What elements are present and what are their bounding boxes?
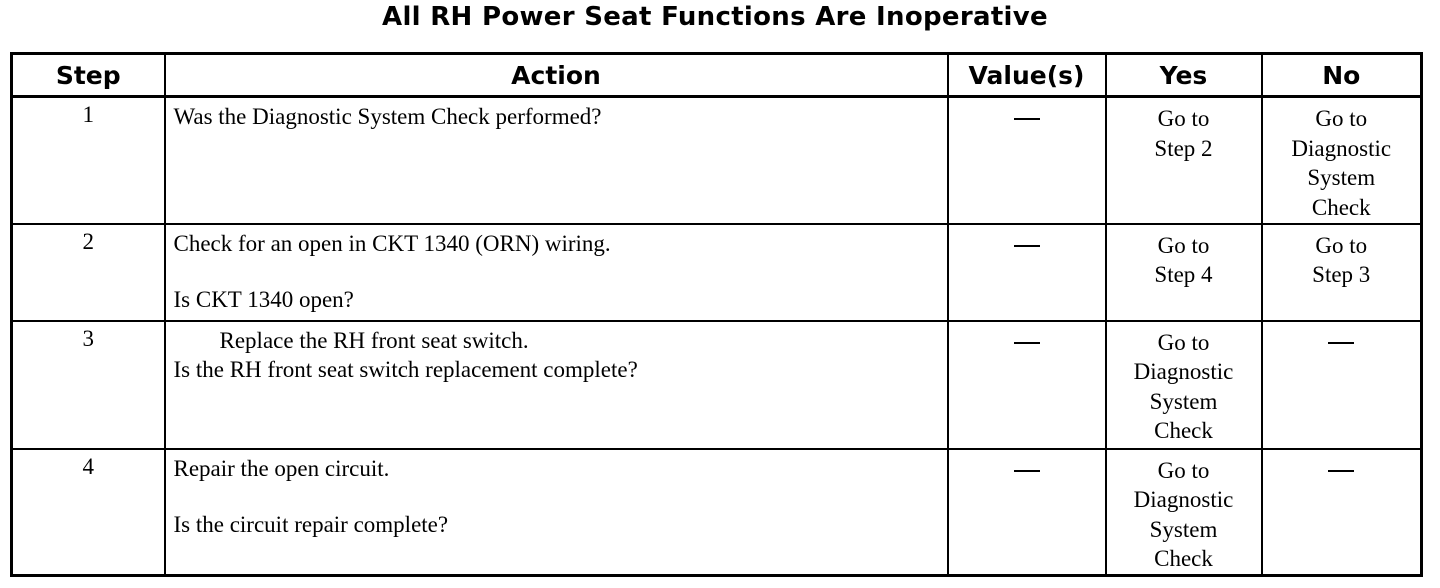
dash-mark [1014,245,1040,247]
table-row [12,224,1422,321]
diagnostic-table [10,52,1423,577]
yes-text: Check [1154,418,1213,443]
header-row [12,54,1422,97]
no-text: Diagnostic [1291,135,1392,161]
yes-cell [1106,449,1262,576]
yes-cell [1106,224,1262,321]
yes-text: Step 2 [1154,135,1213,161]
yes-text: Go to [1157,232,1210,258]
table-row [12,97,1422,224]
no-text: Go to [1315,232,1368,258]
no-cell [1262,449,1422,576]
action-text: Was the Diagnostic System Check performed? [173,104,602,129]
yes-text: System [1149,388,1218,414]
no-cell [1262,321,1422,449]
dash-mark [1014,470,1040,472]
no-cell [1262,97,1422,224]
table-row [12,321,1422,449]
action-text: Check for an open in CKT 1340 (ORN) wiring. [173,230,611,256]
dash-mark [1328,470,1354,472]
action-cell [165,321,948,449]
action-cell [165,449,948,576]
header-values: Value(s) [948,54,1106,97]
yes-cell [1106,321,1262,449]
yes-text: System [1149,516,1218,542]
yes-text: Diagnostic [1133,487,1234,512]
yes-text: Go to [1157,106,1210,131]
values-cell [948,321,1106,449]
step-number: 2 [12,224,165,321]
header-step: Step [12,54,165,97]
action-text: Repair the open circuit. [173,455,390,481]
yes-text: Diagnostic [1133,359,1234,384]
yes-text: Go to [1157,329,1210,355]
no-text: Go to [1315,106,1368,131]
table-row [12,449,1422,576]
dash-mark [1014,118,1040,120]
no-text: System [1307,165,1376,190]
page-title: All RH Power Seat Functions Are Inoperative [382,2,1048,32]
step-number: 4 [12,449,165,576]
no-text: Check [1311,194,1371,220]
no-cell [1262,224,1422,321]
action-cell [165,224,948,321]
dash-mark [1328,342,1354,344]
yes-text: Step 4 [1154,262,1213,287]
action-question: Is the RH front seat switch replacement complete? [173,356,638,382]
no-text: Step 3 [1312,262,1371,287]
values-cell [948,224,1106,321]
header-yes: Yes [1106,54,1262,97]
header-action: Action [165,54,948,97]
header-no: No [1262,54,1422,97]
action-question: Is CKT 1340 open? [173,286,354,312]
values-cell [948,449,1106,576]
action-question: Is the circuit repair complete? [173,511,449,537]
yes-text: Check [1154,546,1213,571]
action-cell [165,97,948,224]
step-number: 3 [12,321,165,449]
step-number: 1 [12,97,165,224]
dash-mark [1014,342,1040,344]
yes-cell [1106,97,1262,224]
action-text: Replace the RH front seat switch. [219,327,529,353]
values-cell [948,97,1106,224]
yes-text: Go to [1157,457,1210,483]
